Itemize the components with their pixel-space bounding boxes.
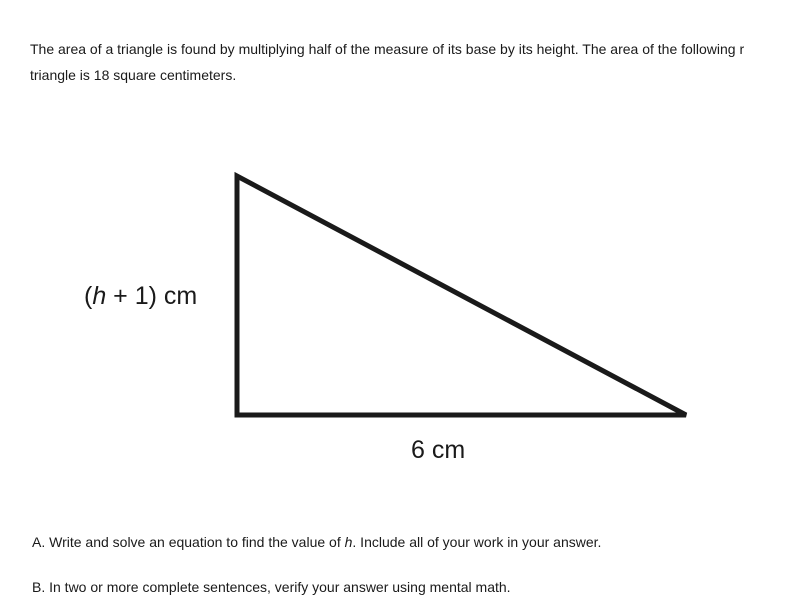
height-label-rest: + 1) cm [106, 282, 198, 310]
problem-statement-line-1: The area of a triangle is found by multiplying half of the measure of its base by its height. The area of the following r [30, 41, 745, 57]
problem-statement-line-2: triangle is 18 square centimeters. [30, 67, 237, 83]
height-label [84, 282, 197, 311]
height-label-open-paren: ( [84, 282, 93, 310]
question-a-text-end: . Include all of your work in your answer. [352, 534, 602, 550]
question-a-text: A. Write and solve an equation to find the value of [32, 534, 345, 550]
base-label: 6 cm [411, 436, 466, 464]
height-label-variable: h [92, 282, 107, 310]
question-b: B. In two or more complete sentences, verify your answer using mental math. [32, 579, 511, 595]
question-a [32, 534, 601, 550]
question-a-variable: h [344, 534, 353, 550]
right-triangle [237, 176, 686, 415]
